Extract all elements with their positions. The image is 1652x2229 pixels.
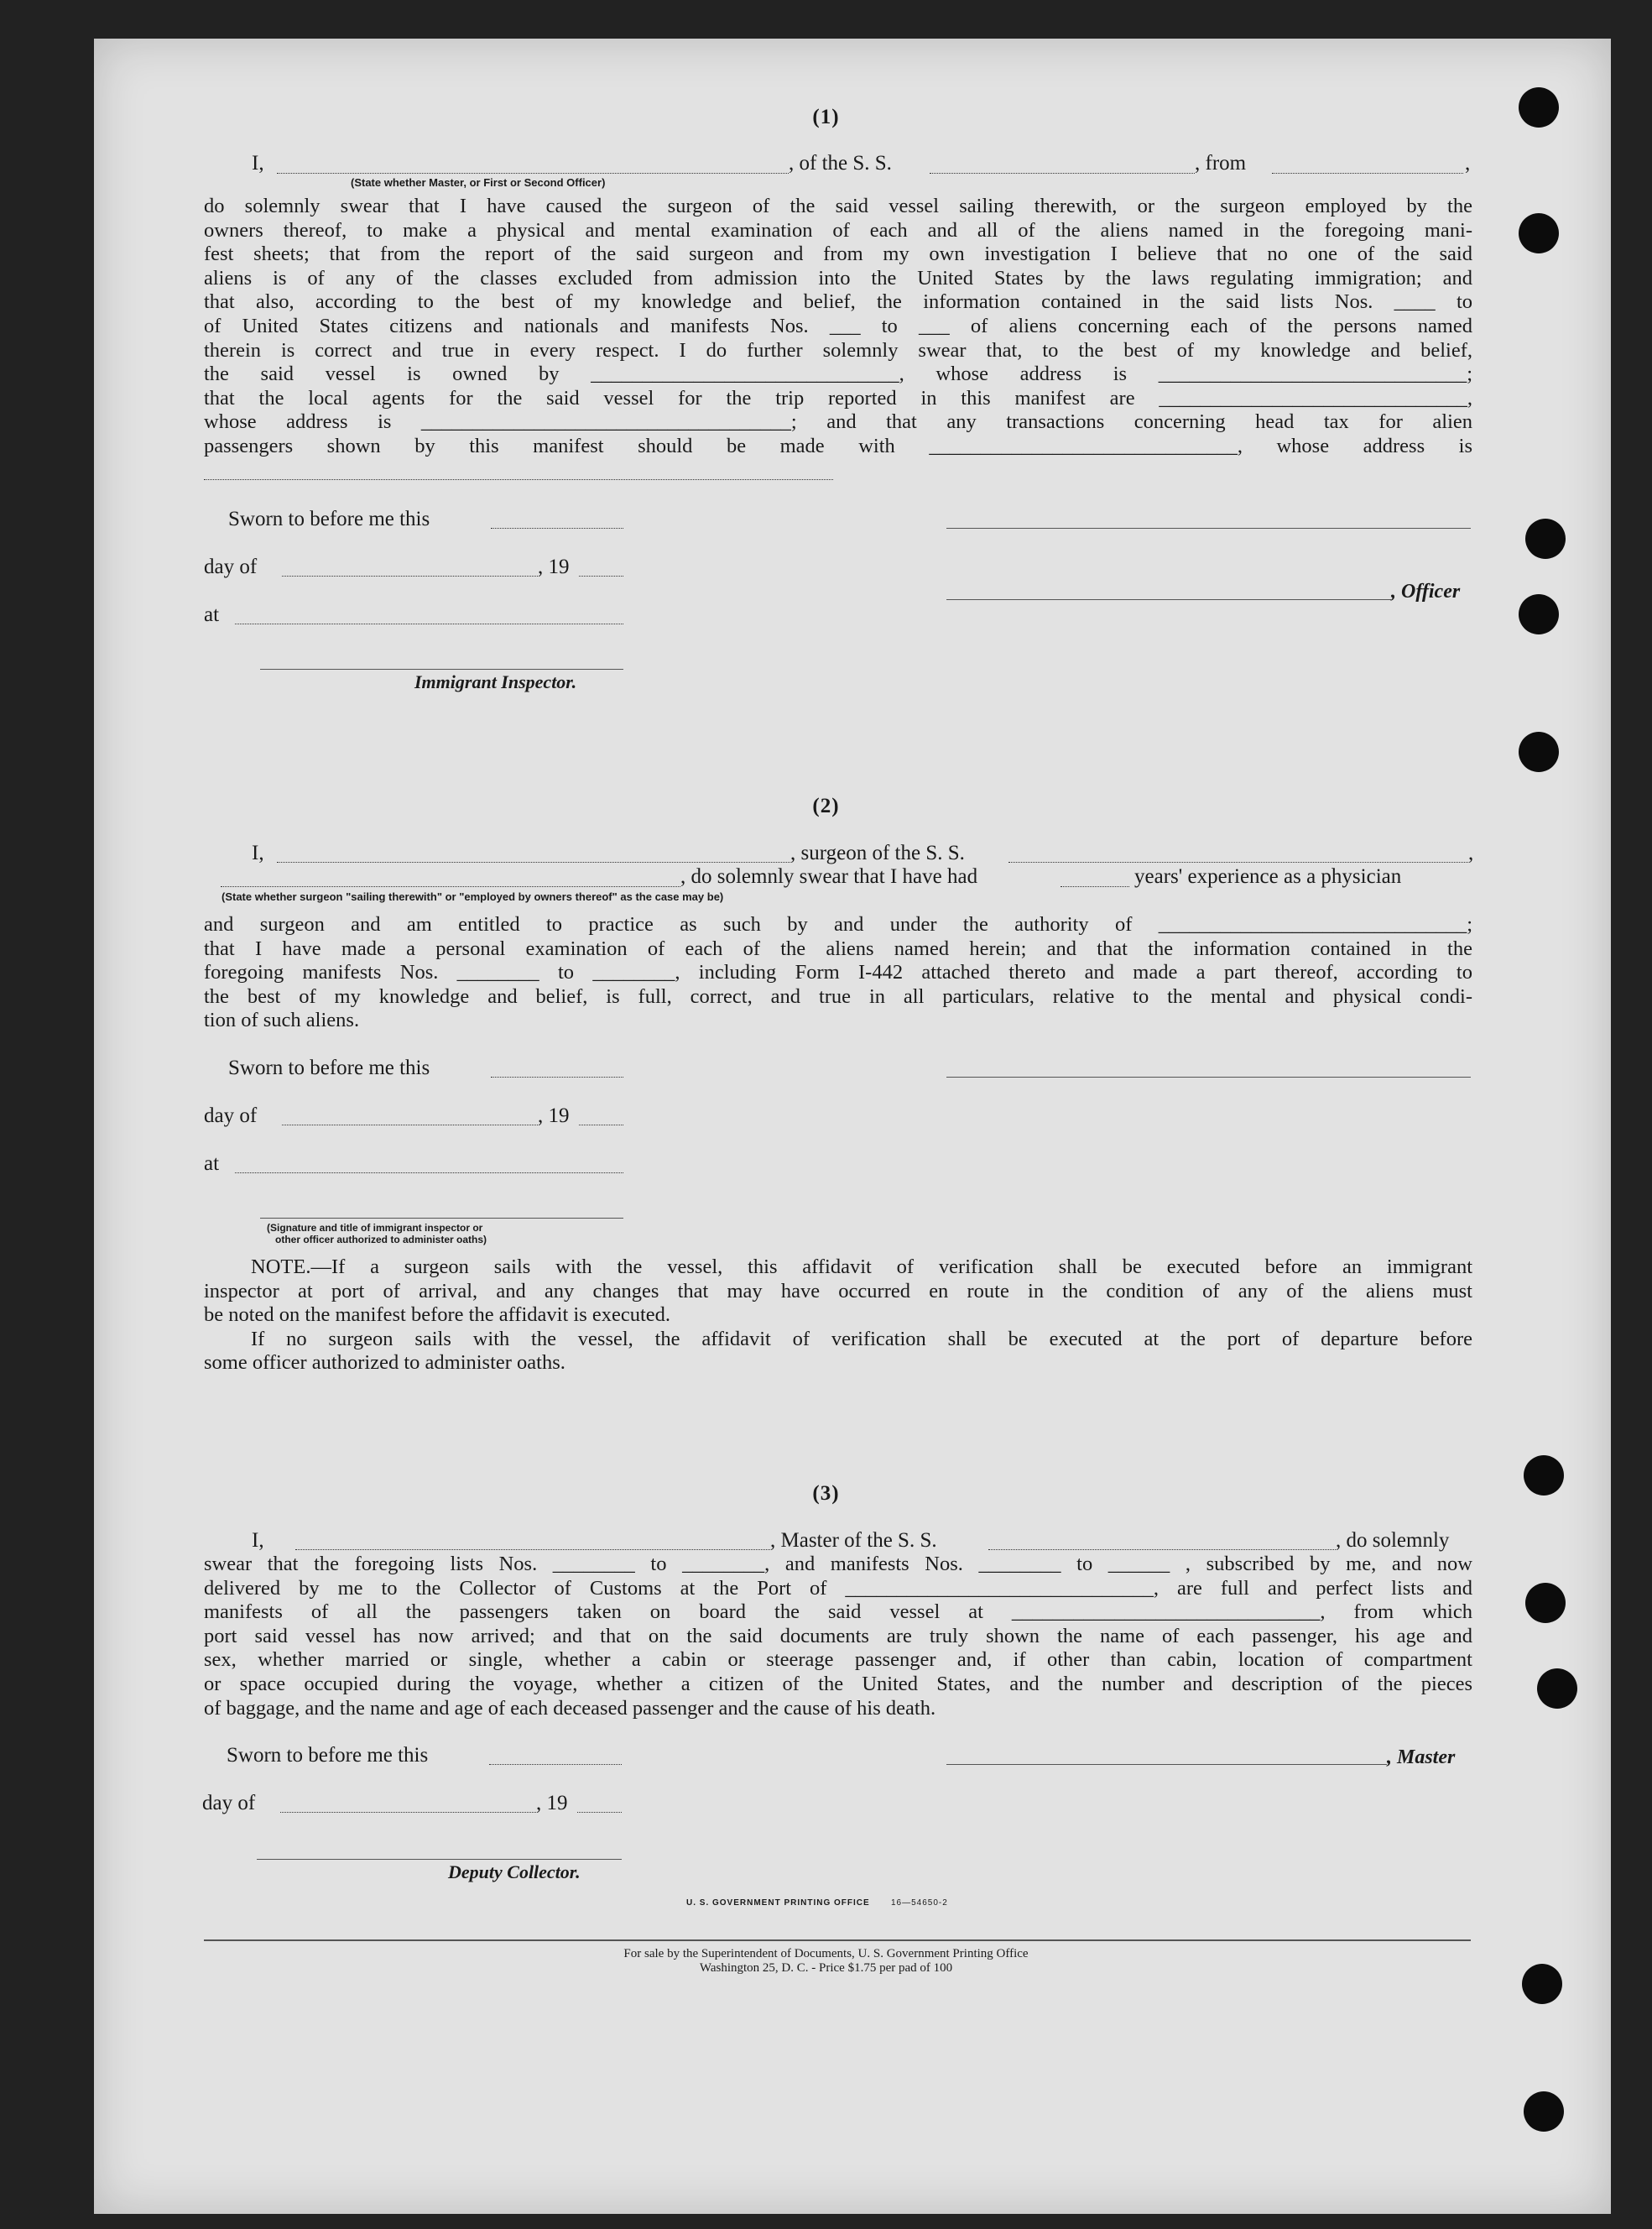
punch-hole	[1519, 594, 1559, 634]
note-paragraph	[204, 1255, 1472, 1376]
text-line: or space occupied during the voyage, whether a citizen of the United States, and the number and description of the pieces	[204, 1672, 1472, 1695]
years-field[interactable]	[1061, 885, 1129, 887]
text-line: tion of such aliens.	[204, 1009, 360, 1032]
officer-signature-line[interactable]	[946, 527, 1471, 529]
note-line: If no surgeon sails with the vessel, the affidavit of verification shall be executed at the port of departure before	[251, 1327, 1472, 1350]
deputy-collector-label: Deputy Collector.	[448, 1861, 581, 1882]
note-line: inspector at port of arrival, and any changes that may have occurred en route in the condition of any of the aliens must	[204, 1279, 1472, 1302]
sales-footer	[0, 1947, 1652, 1976]
footer-line: For sale by the Superintendent of Documents, U. S. Government Printing Office	[623, 1947, 1029, 1960]
footer-line: Washington 25, D. C. - Price $1.75 per pad of 100	[699, 1961, 953, 1975]
vessel-label: , of the S. S.	[789, 152, 892, 175]
month-field[interactable]	[282, 1124, 538, 1125]
officer-signature-line[interactable]	[946, 598, 1391, 600]
text-line: manifests of all the passengers taken on board the said vessel at ______________________________, from which	[204, 1600, 1472, 1624]
from-label: , from	[1195, 152, 1247, 175]
text-line: of United States citizens and nationals and manifests Nos. ___ to ___ of aliens concerning each of the persons named	[204, 314, 1472, 337]
text-line: port said vessel has now arrived; and that on the said documents are truly shown the name of each passenger, his age and	[204, 1624, 1472, 1647]
swear-label: , do solemnly	[1336, 1529, 1450, 1552]
section1-text	[204, 195, 1472, 459]
year-label: , 19	[538, 1104, 570, 1127]
text-line: that the local agents for the said vessel for the trip reported in this manifest are ______________________________,	[204, 386, 1472, 410]
month-field[interactable]	[282, 575, 538, 577]
printer-imprint: U. S. GOVERNMENT PRINTING OFFICE	[686, 1898, 870, 1908]
inspector-label: Immigrant Inspector.	[414, 671, 577, 692]
text-line: of baggage, and the name and age of each deceased passenger and the cause of his death.	[204, 1696, 936, 1720]
master-signature-line[interactable]	[946, 1763, 1387, 1765]
note-line: NOTE.—If a surgeon sails with the vessel, this affidavit of verification shall be executed before an immigrant	[251, 1255, 1472, 1278]
comma: ,	[1468, 842, 1474, 864]
affiant-label: I,	[252, 842, 264, 864]
master-name-field[interactable]	[295, 1548, 770, 1550]
section-number: (1)	[812, 106, 840, 128]
officer-label: , Officer	[1391, 581, 1461, 603]
sworn-day-field[interactable]	[491, 1076, 623, 1078]
signature-caption: other officer authorized to administer oaths)	[275, 1234, 487, 1245]
inspector-signature-line[interactable]	[260, 668, 623, 670]
day-of-label: day of	[204, 556, 258, 578]
affiant-name-field[interactable]	[277, 172, 789, 174]
text-line: aliens is of any of the classes excluded from admission into the United States by the laws regulating immigration; and	[204, 266, 1472, 290]
day-of-label: day of	[204, 1104, 258, 1127]
text-line: fest sheets; that from the report of the said surgeon and from my own investigation I believe that no one of the said	[204, 243, 1472, 266]
month-field[interactable]	[280, 1811, 536, 1813]
section2-text	[204, 913, 1472, 1033]
place-field[interactable]	[235, 623, 623, 624]
punch-hole	[1519, 732, 1559, 772]
master-label: , Master of the S. S.	[770, 1529, 937, 1552]
text-line: that also, according to the best of my knowledge and belief, the information contained in the said lists Nos. ____ to	[204, 290, 1472, 314]
field-caption: (State whether Master, or First or Second Officer)	[351, 176, 606, 189]
collector-signature-line[interactable]	[257, 1858, 622, 1860]
note-line: some officer authorized to administer oaths.	[204, 1351, 565, 1375]
experience-label: years' experience as a physician	[1134, 865, 1402, 888]
text-line: therein is correct and true in every respect. I do further solemnly swear that, to the best of my knowledge and belief,	[204, 338, 1472, 362]
year-label: , 19	[538, 556, 570, 578]
field-caption: (State whether surgeon "sailing therewith" or "employed by owners thereof" as the case may be)	[221, 890, 724, 903]
sworn-label: Sworn to before me this	[228, 1057, 430, 1079]
sworn-label: Sworn to before me this	[228, 508, 430, 530]
at-label: at	[204, 1152, 220, 1175]
surgeon-name-field[interactable]	[277, 861, 790, 863]
place-field[interactable]	[235, 1172, 623, 1173]
year-label: , 19	[536, 1792, 568, 1814]
text-line: delivered by me to the Collector of Customs at the Port of ______________________________, are full and perfect lists and	[204, 1576, 1472, 1600]
vessel-name-field[interactable]	[1008, 861, 1468, 863]
section-number: (2)	[812, 795, 840, 817]
sworn-label: Sworn to before me this	[227, 1744, 429, 1767]
section3-text	[204, 1553, 1472, 1720]
vessel-name-field[interactable]	[930, 172, 1195, 174]
master-label: , Master	[1387, 1746, 1456, 1768]
section-number: (3)	[812, 1482, 840, 1505]
swear-label: , do solemnly swear that I have had	[680, 865, 978, 888]
text-line: owners thereof, to make a physical and mental examination of each and all of the aliens named in the foregoing mani-	[204, 218, 1472, 242]
surgeon-label: , surgeon of the S. S.	[790, 842, 965, 864]
text-line: whose address is ____________________________________; and that any transactions concerning head tax for alien	[204, 410, 1472, 434]
form-code: 16—54650-2	[891, 1898, 948, 1908]
at-label: at	[204, 603, 220, 626]
from-port-field[interactable]	[1272, 172, 1463, 174]
punch-hole	[1525, 1583, 1566, 1623]
year-field[interactable]	[579, 1124, 623, 1125]
affiant-label: I,	[252, 1529, 264, 1552]
officer-signature-line[interactable]	[260, 1217, 623, 1219]
text-line: foregoing manifests Nos. ________ to ________, including Form I-442 attached thereto and made a part thereof, according to	[204, 961, 1472, 984]
note-line: be noted on the manifest before the affidavit is executed.	[204, 1303, 671, 1327]
punch-hole	[1537, 1668, 1577, 1709]
surgeon-status-field[interactable]	[221, 885, 680, 887]
punch-hole	[1519, 213, 1559, 253]
text-line: the said vessel is owned by ______________________________, whose address is ______________________________;	[204, 363, 1472, 386]
surgeon-signature-line[interactable]	[946, 1076, 1471, 1078]
punch-hole	[1525, 519, 1566, 559]
year-field[interactable]	[577, 1811, 622, 1813]
text-line: the best of my knowledge and belief, is full, correct, and true in all particulars, relative to the mental and physical condi-	[204, 984, 1472, 1008]
punch-hole	[1524, 2091, 1564, 2132]
text-line: passengers shown by this manifest should be made with ______________________________, whose address is	[204, 434, 1472, 457]
text-line: sex, whether married or single, whether a cabin or steerage passenger and, if other than cabin, location of compartment	[204, 1648, 1472, 1672]
text-line: swear that the foregoing lists Nos. ________ to ________, and manifests Nos. ________ to ______ , subscribed by me, and now	[204, 1553, 1472, 1575]
vessel-name-field[interactable]	[988, 1548, 1336, 1550]
year-field[interactable]	[579, 575, 623, 577]
address-continuation-field[interactable]	[204, 478, 833, 480]
day-of-label: day of	[202, 1792, 256, 1814]
signature-caption: (Signature and title of immigrant inspector or	[267, 1222, 483, 1234]
comma: ,	[1465, 152, 1471, 175]
affiant-label: I,	[252, 152, 264, 175]
text-line: and surgeon and am entitled to practice as such by and under the authority of ______________________________;	[204, 913, 1472, 936]
text-line: that I have made a personal examination of each of the aliens named herein; and that the information contained in the	[204, 937, 1472, 960]
sworn-day-field[interactable]	[491, 527, 623, 529]
footer-rule	[204, 1939, 1471, 1941]
sworn-day-field[interactable]	[489, 1763, 622, 1765]
text-line: do solemnly swear that I have caused the surgeon of the said vessel sailing therewith, or the surgeon employed by the	[204, 195, 1472, 217]
